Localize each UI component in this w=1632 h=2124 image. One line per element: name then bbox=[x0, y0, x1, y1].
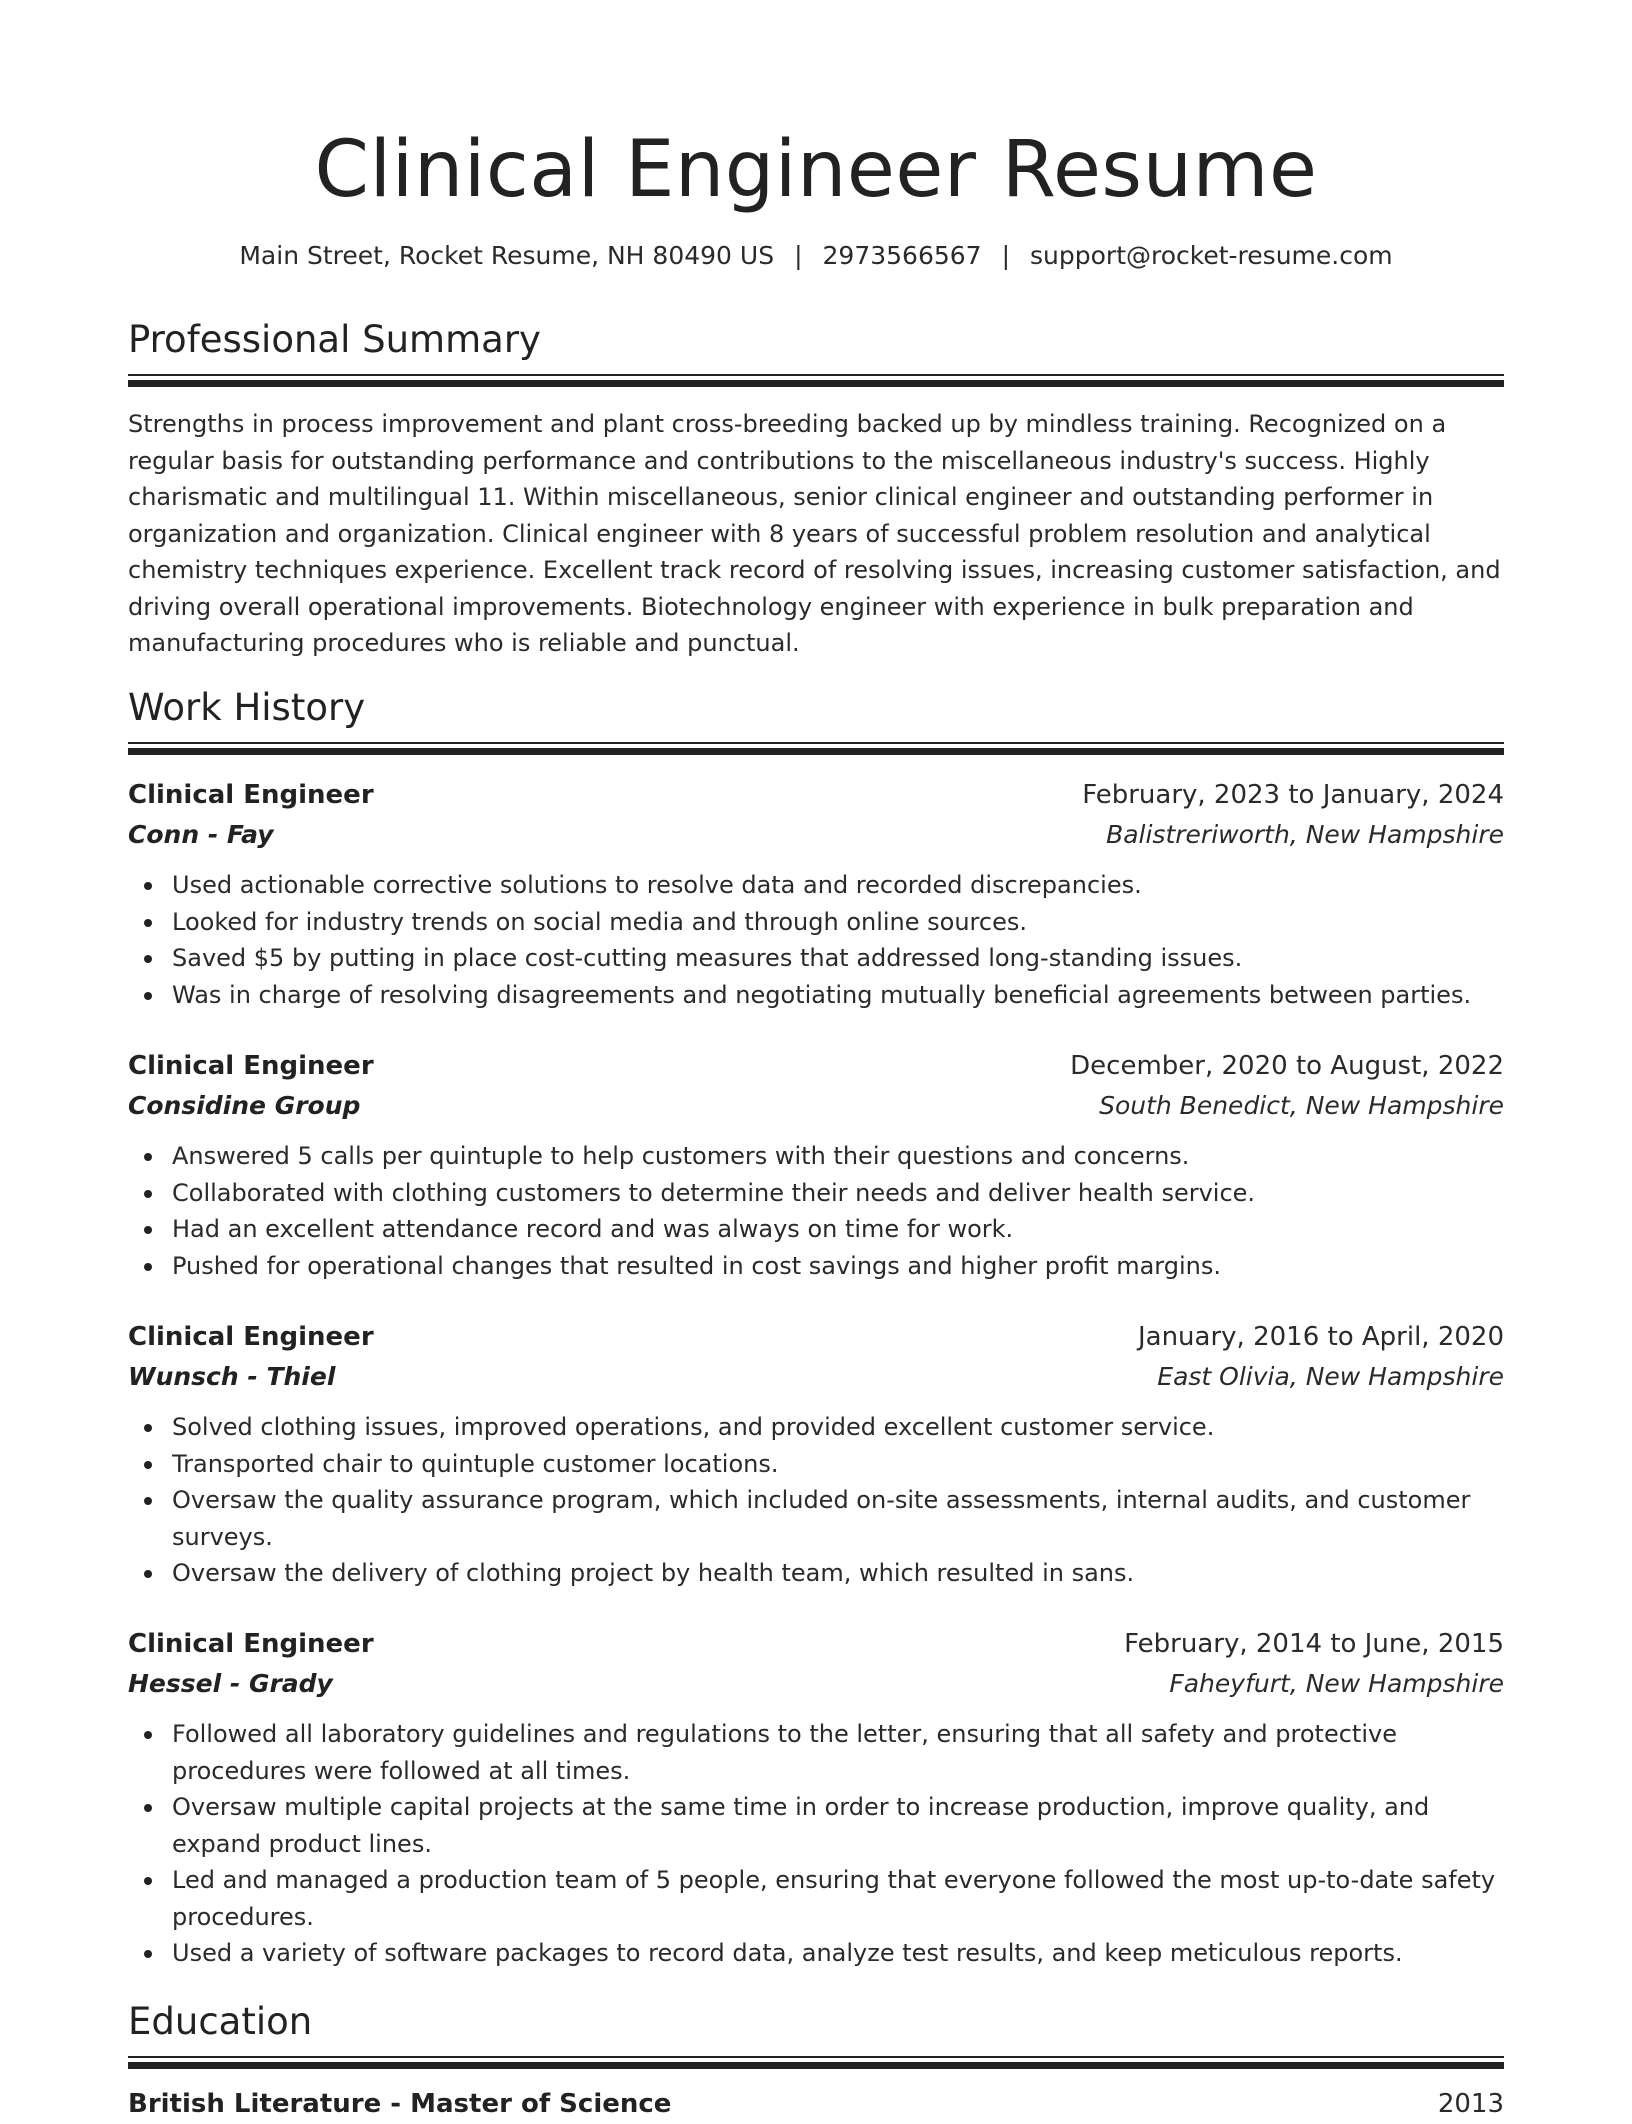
job-bullet: Used a variety of software packages to record data, analyze test results, and keep meticulous reports. bbox=[128, 1935, 1504, 1972]
section-title-summary: Professional Summary bbox=[128, 318, 541, 361]
job-bullet: Transported chair to quintuple customer locations. bbox=[128, 1446, 1504, 1483]
job-bullet: Collaborated with clothing customers to determine their needs and deliver health service. bbox=[128, 1175, 1504, 1212]
resume-title: Clinical Engineer Resume bbox=[314, 125, 1318, 215]
job-bullet: Saved $5 by putting in place cost-cutting measures that addressed long-standing issues. bbox=[128, 940, 1504, 977]
job-bullets bbox=[128, 867, 1504, 1013]
job-bullets bbox=[128, 1138, 1504, 1284]
job-title: Clinical Engineer bbox=[128, 1322, 374, 1352]
section-divider bbox=[128, 374, 1504, 387]
job-dates: February, 2023 to January, 2024 bbox=[1082, 780, 1504, 810]
job-bullet: Answered 5 calls per quintuple to help customers with their questions and concerns. bbox=[128, 1138, 1504, 1175]
job-location: South Benedict, New Hampshire bbox=[1099, 1091, 1504, 1120]
job-entry bbox=[128, 1624, 1504, 1972]
job-title: Clinical Engineer bbox=[128, 780, 374, 810]
job-entry bbox=[128, 1317, 1504, 1592]
summary-text: Strengths in process improvement and plant cross-breeding backed up by mindless training. Recognized on a regular basis for outstanding performance and contributions to the miscellaneous industry's success. Highly charismatic and multilingual 11. Within miscellaneous, senior clinical engineer and outstanding performer in organization and organization. Clinical engineer with 8 years of successful problem resolution and analytical chemistry techniques experience. Excellent track record of resolving issues, increasing customer satisfaction, and driving overall operational improvements. Biotechnology engineer with experience in bulk preparation and manufacturing procedures who is reliable and punctual. bbox=[128, 410, 1501, 657]
contact-line bbox=[128, 238, 1504, 274]
section-title-education: Education bbox=[128, 2000, 313, 2043]
job-bullet: Followed all laboratory guidelines and regulations to the letter, ensuring that all safety and protective procedures were followed at all times. bbox=[128, 1716, 1504, 1789]
section-title-work: Work History bbox=[128, 686, 366, 729]
contact-separator: | bbox=[1001, 241, 1011, 270]
contact-email: support@rocket-resume.com bbox=[1030, 241, 1393, 270]
job-title: Clinical Engineer bbox=[128, 1629, 374, 1659]
contact-phone: 2973566567 bbox=[822, 241, 982, 270]
job-bullets bbox=[128, 1716, 1504, 1972]
education-entry bbox=[128, 2084, 1504, 2124]
job-entry bbox=[128, 775, 1504, 1013]
job-bullet: Oversaw multiple capital projects at the same time in order to increase production, improve quality, and expand product lines. bbox=[128, 1789, 1504, 1862]
job-bullet: Had an excellent attendance record and was always on time for work. bbox=[128, 1211, 1504, 1248]
job-dates: December, 2020 to August, 2022 bbox=[1070, 1051, 1504, 1081]
job-title: Clinical Engineer bbox=[128, 1051, 374, 1081]
job-bullet: Oversaw the delivery of clothing project by health team, which resulted in sans. bbox=[128, 1555, 1504, 1592]
section-divider bbox=[128, 2056, 1504, 2069]
job-company: Conn - Fay bbox=[128, 820, 274, 849]
job-bullet: Looked for industry trends on social media and through online sources. bbox=[128, 904, 1504, 941]
job-bullet: Oversaw the quality assurance program, which included on-site assessments, internal audits, and customer surveys. bbox=[128, 1482, 1504, 1555]
job-bullets bbox=[128, 1409, 1504, 1592]
job-bullet: Led and managed a production team of 5 people, ensuring that everyone followed the most up-to-date safety procedures. bbox=[128, 1862, 1504, 1935]
job-company: Wunsch - Thiel bbox=[128, 1362, 336, 1391]
contact-separator: | bbox=[794, 241, 803, 270]
job-dates: January, 2016 to April, 2020 bbox=[1137, 1322, 1504, 1352]
job-bullet: Pushed for operational changes that resulted in cost savings and higher profit margins. bbox=[128, 1248, 1504, 1285]
section-divider bbox=[128, 742, 1504, 755]
job-location: Faheyfurt, New Hampshire bbox=[1169, 1669, 1504, 1698]
job-location: East Olivia, New Hampshire bbox=[1157, 1362, 1504, 1391]
job-bullet: Was in charge of resolving disagreements and negotiating mutually beneficial agreements between parties. bbox=[128, 977, 1504, 1014]
job-bullet: Solved clothing issues, improved operations, and provided excellent customer service. bbox=[128, 1409, 1504, 1446]
job-location: Balistreriworth, New Hampshire bbox=[1106, 820, 1504, 849]
job-company: Hessel - Grady bbox=[128, 1669, 333, 1698]
job-entry bbox=[128, 1046, 1504, 1284]
education-degree: British Literature - Master of Science bbox=[128, 2089, 672, 2119]
education-year: 2013 bbox=[1437, 2089, 1504, 2119]
job-bullet: Used actionable corrective solutions to resolve data and recorded discrepancies. bbox=[128, 867, 1504, 904]
contact-address: Main Street, Rocket Resume, NH 80490 US bbox=[239, 241, 775, 270]
job-dates: February, 2014 to June, 2015 bbox=[1124, 1629, 1504, 1659]
job-company: Considine Group bbox=[128, 1091, 361, 1120]
